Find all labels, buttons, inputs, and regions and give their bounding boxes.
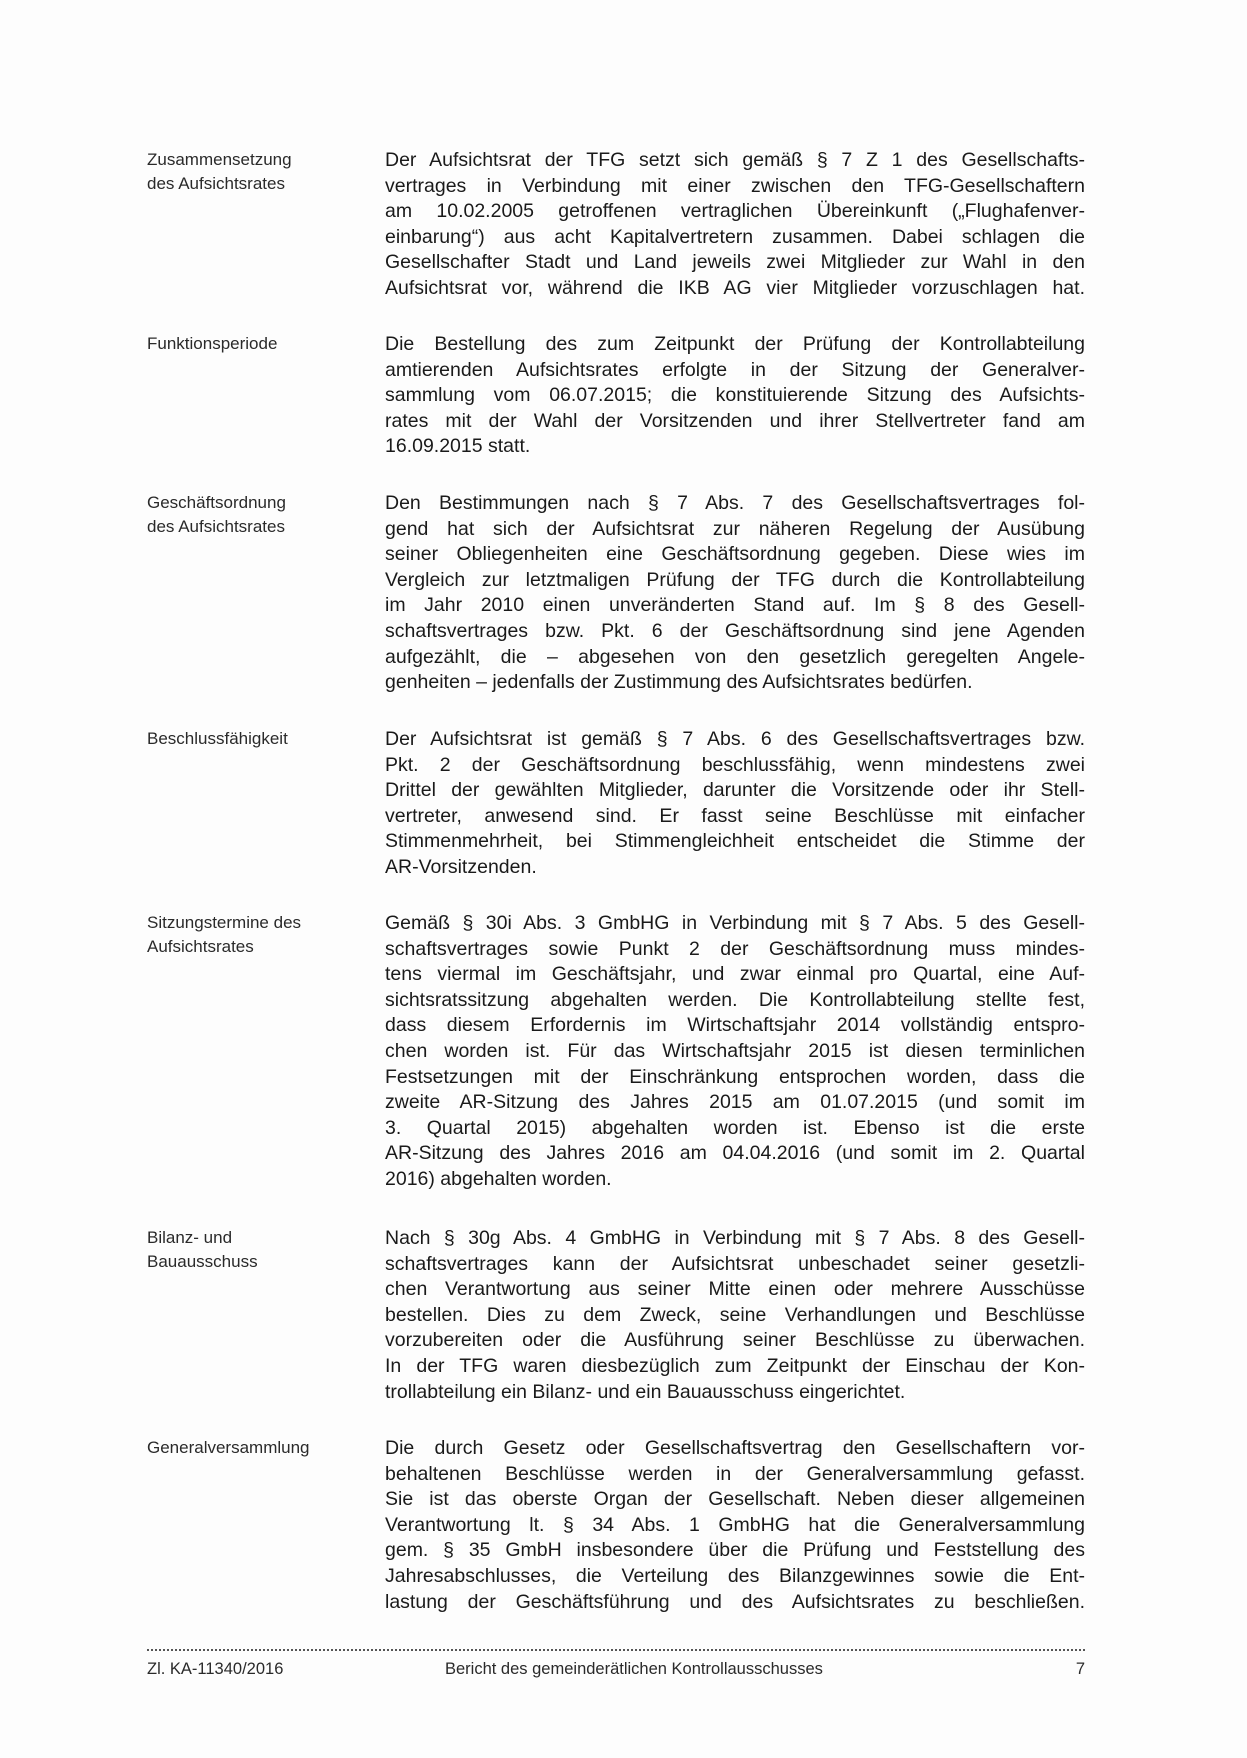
text-line: Den Bestimmungen nach § 7 Abs. 7 des Gesellschaftsvertrages fol-	[385, 492, 1085, 514]
label-line: Zusammensetzung	[147, 150, 292, 169]
paragraph	[385, 148, 1085, 302]
margin-label	[147, 148, 357, 196]
margin-label	[147, 1226, 357, 1274]
paragraph	[385, 332, 1085, 460]
report-title: Bericht des gemeinderätlichen Kontrollausschusses	[445, 1660, 823, 1678]
text-line: bestellen. Dies zu dem Zweck, seine Verhandlungen und Beschlüsse	[385, 1303, 1085, 1326]
text-line: Festsetzungen mit der Einschränkung entsprochen worden, dass die	[385, 1065, 1085, 1088]
text-line: vertreter, anwesend sind. Er fasst seine Beschlüsse mit einfacher	[385, 804, 1085, 827]
text-line: im Jahr 2010 einen unveränderten Stand auf. Im § 8 des Gesell-	[385, 594, 1085, 617]
label-line: Beschlussfähigkeit	[147, 729, 288, 748]
text-line: seiner Obliegenheiten eine Geschäftsordnung gegeben. Diese wies im	[385, 543, 1085, 566]
text-line: AR-Sitzung des Jahres 2016 am 04.04.2016 (und somit im 2. Quartal	[385, 1142, 1085, 1165]
label-line: Aufsichtsrates	[147, 937, 254, 956]
text-line: sichtsratssitzung abgehalten werden. Die Kontrollabteilung stellte fest,	[385, 988, 1085, 1011]
text-line: dass diesem Erfordernis im Wirtschaftsjahr 2014 vollständig entspro-	[385, 1014, 1085, 1037]
paragraph	[385, 491, 1085, 696]
paragraph	[385, 911, 1085, 1193]
paragraph	[385, 1226, 1085, 1405]
label-line: Bilanz- und	[147, 1228, 233, 1247]
footer-divider	[147, 1649, 1085, 1651]
text-line: amtierenden Aufsichtsrates erfolgte in der Sitzung der Generalver-	[385, 358, 1085, 381]
margin-label	[147, 1436, 357, 1460]
text-line: genheiten – jedenfalls der Zustimmung des Aufsichtsrates bedürfen.	[385, 671, 973, 694]
label-line: Sitzungstermine des	[147, 913, 302, 932]
label-line: Generalversammlung	[147, 1438, 310, 1457]
page-footer	[147, 1660, 1085, 1684]
margin-label	[147, 727, 357, 751]
text-line: trollabteilung ein Bilanz- und ein Bauausschuss eingerichtet.	[385, 1380, 906, 1403]
text-line: In der TFG waren diesbezüglich zum Zeitpunkt der Einschau der Kon-	[385, 1354, 1085, 1377]
paragraph	[385, 1436, 1085, 1615]
text-line: vertrages in Verbindung mit einer zwischen den TFG-Gesellschaftern	[385, 174, 1085, 197]
text-line: Die durch Gesetz oder Gesellschaftsvertrag den Gesellschaftern vor-	[385, 1437, 1085, 1459]
text-line: behaltenen Beschlüsse werden in der Generalversammlung gefasst.	[385, 1462, 1085, 1485]
margin-label	[147, 491, 357, 539]
text-line: chen worden ist. Für das Wirtschaftsjahr 2015 ist diesen terminlichen	[385, 1039, 1085, 1062]
text-line: Der Aufsichtsrat ist gemäß § 7 Abs. 6 des Gesellschaftsvertrages bzw.	[385, 728, 1085, 750]
page-number: 7	[1075, 1660, 1085, 1678]
text-line: Sie ist das oberste Organ der Gesellschaft. Neben dieser allgemeinen	[385, 1488, 1085, 1511]
text-line: chen Verantwortung aus seiner Mitte einen oder mehrere Ausschüsse	[385, 1278, 1085, 1301]
text-line: Jahresabschlusses, die Verteilung des Bilanzgewinnes sowie die Ent-	[385, 1564, 1085, 1587]
text-line: sammlung vom 06.07.2015; die konstituierende Sitzung des Aufsichts-	[385, 384, 1085, 407]
text-line: Nach § 30g Abs. 4 GmbHG in Verbindung mit § 7 Abs. 8 des Gesell-	[385, 1227, 1085, 1249]
label-line: Bauausschuss	[147, 1252, 258, 1271]
margin-label	[147, 911, 357, 959]
text-line: 3. Quartal 2015) abgehalten worden ist. Ebenso ist die erste	[385, 1116, 1085, 1139]
text-line: zweite AR-Sitzung des Jahres 2015 am 01.07.2015 (und somit im	[385, 1091, 1085, 1114]
text-line: schaftsvertrages kann der Aufsichtsrat unbeschadet seiner gesetzli-	[385, 1252, 1085, 1275]
text-line: Pkt. 2 der Geschäftsordnung beschlussfähig, wenn mindestens zwei	[385, 753, 1085, 776]
text-line: einbarung“) aus acht Kapitalvertretern zusammen. Dabei schlagen die	[385, 225, 1085, 248]
paragraph	[385, 727, 1085, 881]
text-line: am 10.02.2005 getroffenen vertraglichen Übereinkunft („Flughafenver-	[385, 200, 1085, 223]
text-line: rates mit der Wahl der Vorsitzenden und ihrer Stellvertreter fand am	[385, 409, 1085, 432]
text-line: schaftsvertrages bzw. Pkt. 6 der Geschäftsordnung sind jene Agenden	[385, 619, 1085, 642]
text-line: tens viermal im Geschäftsjahr, und zwar einmal pro Quartal, eine Auf-	[385, 963, 1085, 986]
text-line: lastung der Geschäftsführung und des Aufsichtsrates zu beschließen.	[385, 1590, 1085, 1613]
text-line: Drittel der gewählten Mitglieder, darunter die Vorsitzende oder ihr Stell-	[385, 779, 1085, 802]
text-line: gend hat sich der Aufsichtsrat zur näheren Regelung der Ausübung	[385, 517, 1085, 540]
text-line: Der Aufsichtsrat der TFG setzt sich gemäß § 7 Z 1 des Gesellschafts-	[385, 149, 1085, 171]
text-line: Vergleich zur letztmaligen Prüfung der TFG durch die Kontrollabteilung	[385, 568, 1085, 591]
text-line: schaftsvertrages sowie Punkt 2 der Geschäftsordnung muss mindes-	[385, 937, 1085, 960]
text-line: vorzubereiten oder die Ausführung seiner Beschlüsse zu überwachen.	[385, 1329, 1085, 1352]
text-line: Stimmenmehrheit, bei Stimmengleichheit entscheidet die Stimme der	[385, 830, 1085, 853]
text-line: AR-Vorsitzenden.	[385, 855, 537, 878]
label-line: Geschäftsordnung	[147, 493, 286, 512]
label-line: des Aufsichtsrates	[147, 174, 285, 193]
text-line: 16.09.2015 statt.	[385, 435, 531, 458]
label-line: Funktionsperiode	[147, 334, 278, 353]
margin-label	[147, 332, 357, 356]
document-reference: Zl. KA-11340/2016	[147, 1660, 284, 1678]
text-line: Gesellschafter Stadt und Land jeweils zwei Mitglieder zur Wahl in den	[385, 251, 1085, 274]
text-line: Gemäß § 30i Abs. 3 GmbHG in Verbindung mit § 7 Abs. 5 des Gesell-	[385, 912, 1085, 934]
text-line: aufgezählt, die – abgesehen von den gesetzlich geregelten Angele-	[385, 645, 1085, 668]
text-line: Aufsichtsrat vor, während die IKB AG vier Mitglieder vorzuschlagen hat.	[385, 276, 1085, 299]
text-line: gem. § 35 GmbH insbesondere über die Prüfung und Feststellung des	[385, 1539, 1085, 1562]
text-line: Die Bestellung des zum Zeitpunkt der Prüfung der Kontrollabteilung	[385, 333, 1085, 355]
text-line: 2016) abgehalten worden.	[385, 1167, 612, 1190]
label-line: des Aufsichtsrates	[147, 517, 285, 536]
text-line: Verantwortung lt. § 34 Abs. 1 GmbHG hat die Generalversammlung	[385, 1513, 1085, 1536]
